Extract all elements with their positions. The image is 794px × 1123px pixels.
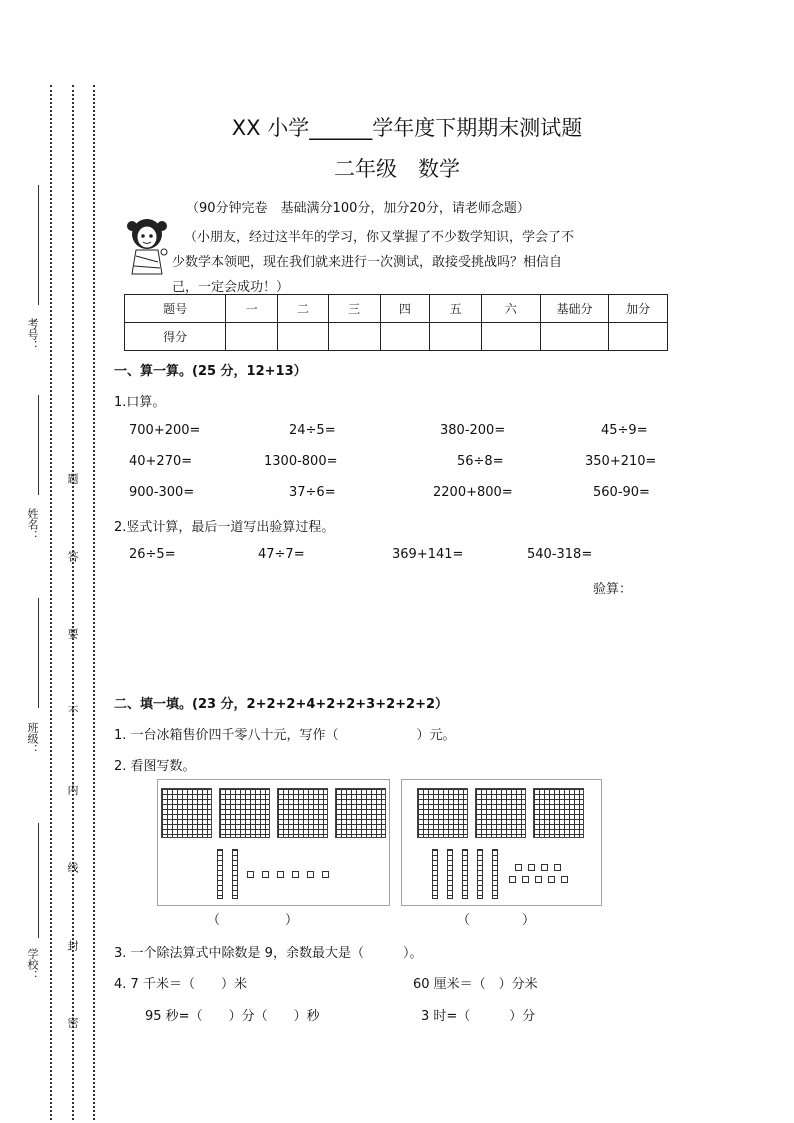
score-input-cell[interactable]	[540, 323, 609, 351]
oral-problem: 700+200=	[129, 423, 201, 438]
seal-char-yao: 要	[66, 628, 79, 639]
score-header-cell: 题号	[125, 295, 226, 323]
ten-rod	[217, 849, 223, 899]
section2-q4-b: 60 厘米＝（ ）分米	[413, 977, 538, 992]
unit-cube	[247, 871, 254, 878]
hundred-flat	[417, 788, 468, 838]
xuexiao-label: 学校：	[26, 948, 39, 981]
unit-cube	[509, 876, 516, 883]
oral-problem: 560-90=	[593, 485, 650, 500]
section2-heading: 二、填一填。(23 分，2+2+2+4+2+2+3+2+2+2）	[114, 697, 449, 712]
ten-rod	[232, 849, 238, 899]
page-title: XX 小学______学年度下期期末测试题	[231, 116, 583, 140]
banji-underline	[38, 598, 39, 708]
intro-line-1: （小朋友，经过这半年的学习，你又掌握了不少数学知识，学会了不	[184, 230, 575, 245]
hundred-flat	[533, 788, 584, 838]
ten-rod	[477, 849, 483, 899]
section2-q2: 2. 看图写数。	[114, 759, 196, 774]
section2-q3: 3. 一个除法算式中除数是 9，余数最大是（ ）。	[114, 946, 423, 961]
oral-problem: 900-300=	[129, 485, 195, 500]
hundred-flat	[335, 788, 386, 838]
page-subtitle: 二年级 数学	[334, 157, 460, 181]
section2-q4-a: 4. 7 千米＝（ ）米	[114, 977, 247, 992]
binding-dotted-line-1	[50, 85, 52, 1120]
section1-heading: 一、算一算。(25 分，12+13）	[114, 364, 307, 379]
oral-problem: 350+210=	[585, 454, 657, 469]
answer-blank-left[interactable]: （ ）	[207, 913, 299, 928]
seal-char-feng: 封	[66, 940, 79, 951]
oral-problem: 2200+800=	[433, 485, 513, 500]
score-input-cell[interactable]	[609, 323, 668, 351]
vertical-problem: 540-318=	[527, 547, 593, 562]
oral-problem: 40+270=	[129, 454, 193, 469]
seal-char-mi: 密	[66, 1017, 79, 1028]
base-ten-picture-left	[157, 779, 390, 906]
score-table-header-row	[125, 295, 668, 323]
ten-rod	[432, 849, 438, 899]
section2-q4-d: 3 时=（ ）分	[421, 1009, 536, 1024]
unit-cube	[322, 871, 329, 878]
seal-char-xian: 线	[66, 862, 79, 873]
unit-cube	[292, 871, 299, 878]
unit-cube	[541, 864, 548, 871]
score-input-cell[interactable]	[278, 323, 329, 351]
score-header-cell: 五	[430, 295, 482, 323]
oral-problem: 37÷6=	[289, 485, 336, 500]
ten-rod	[462, 849, 468, 899]
score-table-score-row	[125, 323, 668, 351]
unit-cube	[522, 876, 529, 883]
kaohao-underline	[38, 185, 39, 305]
base-ten-picture-right	[401, 779, 602, 906]
cartoon-girl-illustration	[124, 216, 170, 278]
score-header-cell: 六	[481, 295, 540, 323]
score-header-cell: 四	[380, 295, 430, 323]
section1-q1-label: 1.口算。	[114, 395, 166, 410]
check-label: 验算：	[593, 582, 633, 597]
score-header-cell: 一	[226, 295, 278, 323]
unit-cube	[561, 876, 568, 883]
oral-problem: 380-200=	[440, 423, 506, 438]
score-header-cell: 加分	[609, 295, 668, 323]
score-input-cell[interactable]	[481, 323, 540, 351]
exam-note: （90分钟完卷 基础满分100分，加分20分，请老师念题）	[186, 201, 530, 216]
intro-line-2: 少数学本领吧，现在我们就来进行一次测试，敢接受挑战吗？相信自	[172, 255, 563, 270]
xingming-label: 姓名：	[26, 508, 39, 541]
seal-char-ti: 题	[66, 473, 79, 484]
section2-q4-c: 95 秒=（ ）分（ ）秒	[145, 1009, 320, 1024]
score-row-label: 得分	[125, 323, 226, 351]
section1-q2-label: 2.竖式计算，最后一道写出验算过程。	[114, 520, 335, 535]
score-header-cell: 二	[278, 295, 329, 323]
score-header-cell: 三	[328, 295, 380, 323]
score-input-cell[interactable]	[430, 323, 482, 351]
seal-char-bu: 不	[66, 705, 79, 716]
hundred-flat	[219, 788, 270, 838]
oral-problem: 1300-800=	[264, 454, 338, 469]
vertical-problem: 26÷5=	[129, 547, 176, 562]
ten-rod	[447, 849, 453, 899]
vertical-problem: 47÷7=	[258, 547, 305, 562]
vertical-problem: 369+141=	[392, 547, 464, 562]
unit-cube	[554, 864, 561, 871]
banji-label: 班级：	[26, 722, 39, 755]
score-input-cell[interactable]	[328, 323, 380, 351]
seal-char-da: 答	[66, 551, 79, 562]
unit-cube	[535, 876, 542, 883]
unit-cube	[262, 871, 269, 878]
binding-dotted-line-2	[72, 85, 74, 1120]
binding-dotted-line-3	[93, 85, 95, 1120]
score-input-cell[interactable]	[226, 323, 278, 351]
xingming-underline	[38, 395, 39, 495]
section2-q1: 1. 一台冰箱售价四千零八十元，写作（ ）元。	[114, 728, 456, 743]
hundred-flat	[161, 788, 212, 838]
score-header-cell: 基础分	[540, 295, 609, 323]
answer-blank-right[interactable]: （ ）	[457, 913, 536, 928]
unit-cube	[515, 864, 522, 871]
unit-cube	[528, 864, 535, 871]
ten-rod	[492, 849, 498, 899]
hundred-flat	[475, 788, 526, 838]
kaohao-label: 考号：	[26, 318, 39, 351]
unit-cube	[548, 876, 555, 883]
score-input-cell[interactable]	[380, 323, 430, 351]
unit-cube	[307, 871, 314, 878]
xuexiao-underline	[38, 823, 39, 938]
intro-line-3: 己，一定会成功！）	[172, 280, 290, 295]
seal-char-nei: 内	[66, 784, 79, 795]
unit-cube	[277, 871, 284, 878]
oral-problem: 56÷8=	[457, 454, 504, 469]
oral-problem: 24÷5=	[289, 423, 336, 438]
hundred-flat	[277, 788, 328, 838]
oral-problem: 45÷9=	[601, 423, 648, 438]
score-table	[124, 294, 668, 351]
